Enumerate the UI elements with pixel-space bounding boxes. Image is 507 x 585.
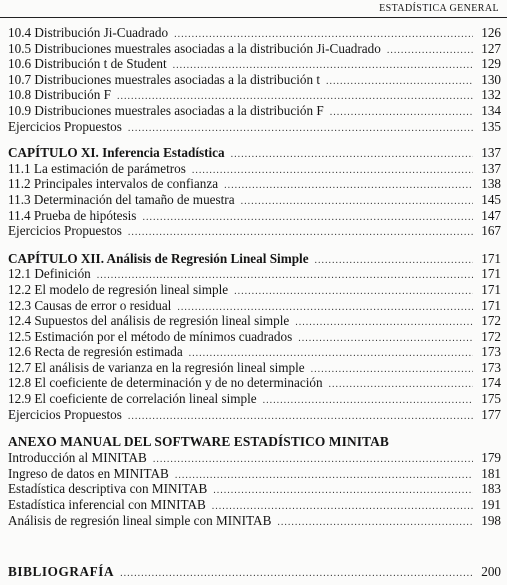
toc-entry[interactable]: [8, 223, 501, 239]
leader-dots: [330, 105, 473, 121]
toc-entry[interactable]: [8, 119, 501, 135]
toc-entry-page: 129: [481, 56, 501, 72]
toc-entry-title: 12.2 El modelo de regresión lineal simple: [8, 281, 229, 297]
toc-entry-title: 11.4 Prueba de hipótesis: [8, 207, 137, 223]
toc-entry-page: 172: [481, 328, 501, 344]
header-rule: [0, 17, 507, 18]
leader-dots: [329, 377, 473, 393]
leader-dots: [326, 74, 473, 90]
toc-entry-title: 10.4 Distribución Ji-Cuadrado: [8, 25, 169, 40]
toc-entry-page: 126: [481, 25, 501, 40]
toc-entry-title: 11.3 Determinación del tamaño de muestra: [8, 191, 235, 207]
toc-entry-page: 127: [481, 40, 501, 56]
chapter-page: 171: [481, 250, 501, 266]
toc-entry-title: Análisis de regresión lineal simple con MINITAB: [8, 512, 272, 528]
toc-entry[interactable]: [8, 497, 501, 513]
leader-dots: [153, 452, 473, 468]
toc-entry-page: 171: [481, 281, 501, 297]
toc-entry[interactable]: [8, 298, 501, 314]
leader-dots: [192, 163, 473, 179]
leader-dots: [315, 253, 473, 269]
toc-entry-page: 135: [481, 118, 501, 134]
leader-dots: [295, 315, 473, 331]
leader-dots: [142, 210, 473, 226]
toc-entry-page: 171: [481, 266, 501, 282]
toc-entry[interactable]: [8, 407, 501, 423]
leader-dots: [387, 43, 473, 59]
toc-entry[interactable]: [8, 25, 501, 41]
leader-dots: [213, 483, 473, 499]
toc-entry-page: 138: [481, 176, 501, 192]
toc-entry-title: 10.9 Distribuciones muestrales asociadas a la distribución F: [8, 102, 324, 118]
toc-entry-title: 12.8 El coeficiente de determinación y de no determinación: [8, 375, 323, 391]
running-head: ESTADÍSTICA GENERAL: [379, 3, 499, 14]
toc-entry-page: 183: [481, 481, 501, 497]
toc-entry[interactable]: [8, 513, 501, 529]
toc-entry-title: Introducción al MINITAB: [8, 450, 147, 466]
toc-entry-page: 177: [481, 406, 501, 422]
leader-dots: [263, 393, 473, 409]
toc-entry[interactable]: [8, 313, 501, 329]
annex-heading[interactable]: ANEXO MANUAL DEL SOFTWARE ESTADÍSTICO MINITAB: [8, 434, 389, 450]
toc-entry[interactable]: [8, 466, 501, 482]
toc-entry-title: 11.2 Principales intervalos de confianza: [8, 176, 219, 192]
toc-entry-page: 145: [481, 191, 501, 207]
toc-entry-title: 12.7 El análisis de varianza en la regresión lineal simple: [8, 359, 305, 375]
toc-entry[interactable]: [8, 375, 501, 391]
toc-entry-page: 174: [481, 375, 501, 391]
toc-entry[interactable]: [8, 391, 501, 407]
toc-entry-title: 11.1 La estimación de parámetros: [8, 160, 186, 176]
chapter-11-heading[interactable]: [8, 145, 501, 161]
bibliography-page: 200: [481, 564, 501, 580]
toc-entry[interactable]: [8, 282, 501, 298]
toc-entry-title: 10.6 Distribución t de Student: [8, 56, 167, 72]
toc-entry-title: 12.6 Recta de regresión estimada: [8, 344, 183, 360]
toc-entry-page: 181: [481, 465, 501, 481]
leader-dots: [128, 121, 473, 137]
chapter-page: 137: [481, 145, 501, 161]
toc-entry[interactable]: [8, 329, 501, 345]
toc-entry-page: 147: [481, 207, 501, 223]
toc-entry[interactable]: [8, 192, 501, 208]
toc-entry-page: 179: [481, 450, 501, 466]
toc-entry[interactable]: [8, 208, 501, 224]
leader-dots: [231, 147, 473, 163]
toc-entry-page: 172: [481, 313, 501, 329]
toc-entry-page: 130: [481, 71, 501, 87]
toc-entry-title: 12.3 Causas de error o residual: [8, 297, 172, 313]
chapter-title: CAPÍTULO XII. Análisis de Regresión Lineal Simple: [8, 250, 309, 266]
toc-entry[interactable]: [8, 56, 501, 72]
toc-entry-title: Ejercicios Propuestos: [8, 223, 122, 239]
toc-entry-title: 10.7 Distribuciones muestrales asociadas a la distribución t: [8, 71, 321, 87]
toc-entry-title: Estadística inferencial con MINITAB: [8, 497, 206, 513]
leader-dots: [234, 284, 473, 300]
leader-dots: [224, 178, 473, 194]
toc-entry[interactable]: [8, 481, 501, 497]
toc-entry-page: 167: [481, 223, 501, 239]
leader-dots: [128, 225, 473, 241]
toc-entry[interactable]: [8, 176, 501, 192]
leader-dots: [241, 194, 473, 210]
toc-entry-title: 10.5 Distribuciones muestrales asociadas a la distribución Ji-Cuadrado: [8, 40, 381, 56]
toc-entry-page: 198: [481, 512, 501, 528]
toc-entry-title: Ejercicios Propuestos: [8, 118, 122, 134]
leader-dots: [120, 566, 473, 582]
leader-dots: [175, 468, 473, 484]
toc-entry-page: 137: [481, 160, 501, 176]
toc-entry-title: Ejercicios Propuestos: [8, 406, 122, 422]
leader-dots: [277, 515, 473, 531]
toc-entry-title: 10.8 Distribución F: [8, 87, 111, 103]
toc-entry[interactable]: [8, 41, 501, 57]
toc-entry-title: 12.1 Definición: [8, 266, 91, 282]
toc-entry[interactable]: [8, 450, 501, 466]
toc-entry-title: 12.4 Supuestos del análisis de regresión lineal simple: [8, 313, 290, 329]
toc-entry[interactable]: [8, 360, 501, 376]
toc-entry-title: Ingreso de datos en MINITAB: [8, 465, 169, 481]
toc-entry[interactable]: [8, 344, 501, 360]
toc-entry[interactable]: [8, 161, 501, 177]
toc-entry-title: Estadística descriptiva con MINITAB: [8, 481, 208, 497]
toc-entry-page: 171: [481, 297, 501, 313]
table-of-contents: [8, 25, 501, 580]
toc-entry[interactable]: [8, 266, 501, 282]
chapter-title: CAPÍTULO XI. Inferencia Estadística: [8, 145, 225, 161]
toc-entry-page: 175: [481, 391, 501, 407]
bibliography-title: BIBLIOGRAFÍA: [8, 564, 115, 580]
chapter-12-heading[interactable]: [8, 251, 501, 267]
toc-entry-page: 173: [481, 359, 501, 375]
toc-entry[interactable]: [8, 72, 501, 88]
leader-dots: [311, 362, 473, 378]
toc-entry-page: 132: [481, 87, 501, 103]
toc-entry-page: 134: [481, 102, 501, 118]
toc-entry-title: 12.9 El coeficiente de correlación lineal simple: [8, 391, 257, 407]
bibliography-entry[interactable]: [8, 564, 501, 580]
leader-dots: [298, 331, 473, 347]
toc-entry-page: 173: [481, 344, 501, 360]
leader-dots: [128, 409, 473, 425]
toc-entry[interactable]: [8, 103, 501, 119]
toc-entry-title: 12.5 Estimación por el método de mínimos cuadrados: [8, 328, 293, 344]
toc-entry[interactable]: [8, 87, 501, 103]
toc-entry-page: 191: [481, 497, 501, 513]
